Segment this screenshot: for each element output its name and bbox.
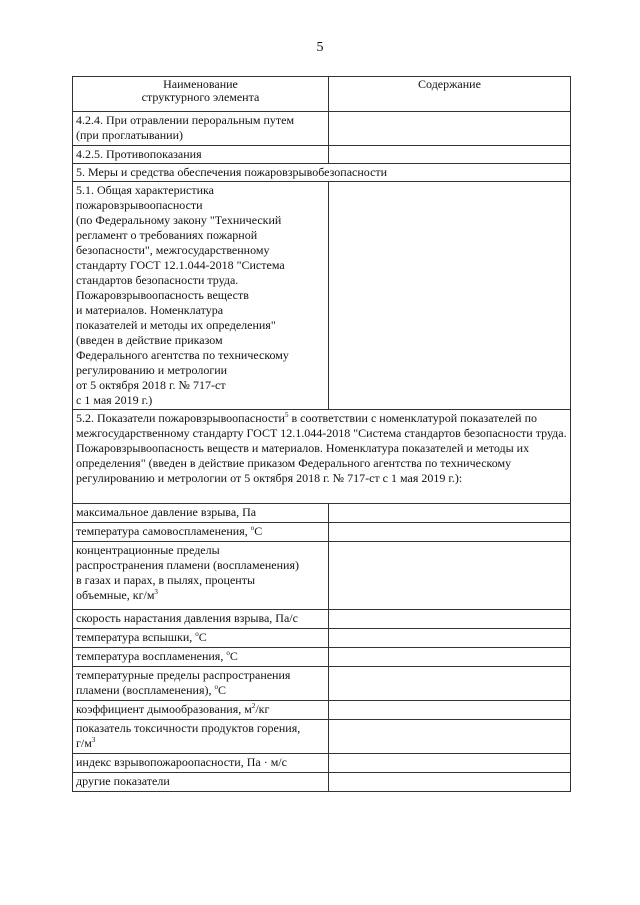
section-text-part2: в соответствии с номенклатурой показателей по межгосударственному стандарту ГОСТ 12.1.044-2018 "Система стандартов безопасности труда. Пожаровзрывоопасность веществ и материалов. Номенклатура показателей и методы их определения" (введен в действие приказом Федерального агентства по техническому регулированию и метрологии от 5 октября 2018 г. № 717-ст с 1 мая 2019 г.): — [76, 411, 567, 485]
row-label-unit: С — [198, 630, 207, 644]
row-label-text: показатель токсичности продуктов горения, г/м — [76, 721, 301, 750]
safety-data-table — [72, 76, 571, 792]
row-label-text: другие показатели — [76, 774, 170, 788]
table-row — [73, 754, 571, 773]
row-label-text: концентрационные пределы распространения пламени (воспламенения) в газах и парах, в пылях, проценты объемные, кг/м — [76, 543, 299, 602]
table-row — [73, 182, 571, 410]
row-label-text: скорость нарастания давления взрыва, Па/с — [76, 611, 298, 625]
table-row — [73, 146, 571, 164]
row-label-text: индекс взрывопожароопасности, Па · м/с — [76, 755, 287, 769]
degree-sup: о — [250, 524, 255, 532]
row-value — [329, 610, 571, 629]
degree-sup: о — [214, 683, 218, 691]
unit-sup: 2 — [251, 702, 256, 710]
page-number: 5 — [316, 40, 324, 55]
row-label-text: максимальное давление взрыва, Па — [76, 505, 257, 519]
row-label-unit: /кг — [255, 702, 270, 716]
row-label-unit: С — [217, 683, 226, 697]
table-row — [73, 648, 571, 667]
row-label — [73, 648, 329, 667]
header-structural-element — [73, 77, 329, 112]
row-value — [329, 182, 571, 410]
table-row — [73, 523, 571, 542]
table-row — [73, 504, 571, 523]
row-label-unit: С — [229, 649, 238, 663]
row-label-text: температура воспламенения, — [76, 649, 227, 663]
row-label-unit: С — [254, 524, 263, 538]
row-value — [329, 523, 571, 542]
row-value — [329, 146, 571, 164]
row-label — [73, 667, 329, 701]
row-label-text: 5.1. Общая характеристика пожаровзрывоопасности (по Федеральному закону "Технический регламент о требованиях пожарной безопасности", межгосударственному стандарту ГОСТ 12.1.044-2018 "Система стандартов безопасности труда. Пожаровзрывоопасность веществ и материалов. Номенклатура показателей и методы их определения" (введен в действие приказом Федерального агентства по техническому регулированию и метрологии от 5 октября 2018 г. № 717-ст с 1 мая 2019 г.) — [76, 183, 289, 407]
section-row — [73, 410, 571, 504]
table-row — [73, 720, 571, 754]
row-label — [73, 542, 329, 610]
table-header-row — [73, 77, 571, 112]
row-value — [329, 504, 571, 523]
degree-sup: о — [195, 630, 199, 638]
section-text-part1: 5.2. Показатели пожаровзрывоопасности — [76, 411, 285, 425]
footnote-marker: 5 — [284, 411, 289, 419]
row-label-text: коэффициент дымообразования, м — [76, 702, 252, 716]
row-label — [73, 146, 329, 164]
row-label — [73, 182, 329, 410]
unit-sup: 3 — [91, 736, 96, 744]
row-label — [73, 112, 329, 146]
table-row — [73, 112, 571, 146]
header-col2-text: Содержание — [418, 77, 481, 91]
section-description — [73, 410, 571, 504]
section-heading-text: 5. Меры и средства обеспечения пожаровзрывобезопасности — [76, 165, 388, 179]
degree-sup: о — [226, 649, 230, 657]
table-row — [73, 773, 571, 792]
row-label — [73, 610, 329, 629]
table-row — [73, 610, 571, 629]
unit-sup: 3 — [154, 588, 158, 596]
row-value — [329, 667, 571, 701]
row-label-text: температура вспышки, — [76, 630, 196, 644]
table-row — [73, 542, 571, 610]
row-value — [329, 542, 571, 610]
row-value — [329, 773, 571, 792]
row-value — [329, 648, 571, 667]
row-label-text: температура самовоспламенения, — [76, 524, 251, 538]
row-value — [329, 754, 571, 773]
section-row — [73, 164, 571, 182]
row-label-text: температурные пределы распространения пламени (воспламенения), — [76, 668, 291, 697]
row-label — [73, 701, 329, 720]
row-value — [329, 112, 571, 146]
row-value — [329, 629, 571, 648]
row-value — [329, 720, 571, 754]
section-heading — [73, 164, 571, 182]
header-content — [329, 77, 571, 112]
row-label-text: 4.2.4. При отравлении пероральным путем (при проглатывании) — [76, 113, 295, 142]
table-row — [73, 629, 571, 648]
header-col1-text: Наименование структурного элемента — [141, 77, 260, 104]
row-label — [73, 754, 329, 773]
row-label — [73, 720, 329, 754]
table-row — [73, 701, 571, 720]
row-label — [73, 504, 329, 523]
table-row — [73, 667, 571, 701]
row-value — [329, 701, 571, 720]
row-label — [73, 523, 329, 542]
row-label-text: 4.2.5. Противопоказания — [76, 147, 202, 161]
row-label — [73, 629, 329, 648]
row-label — [73, 773, 329, 792]
